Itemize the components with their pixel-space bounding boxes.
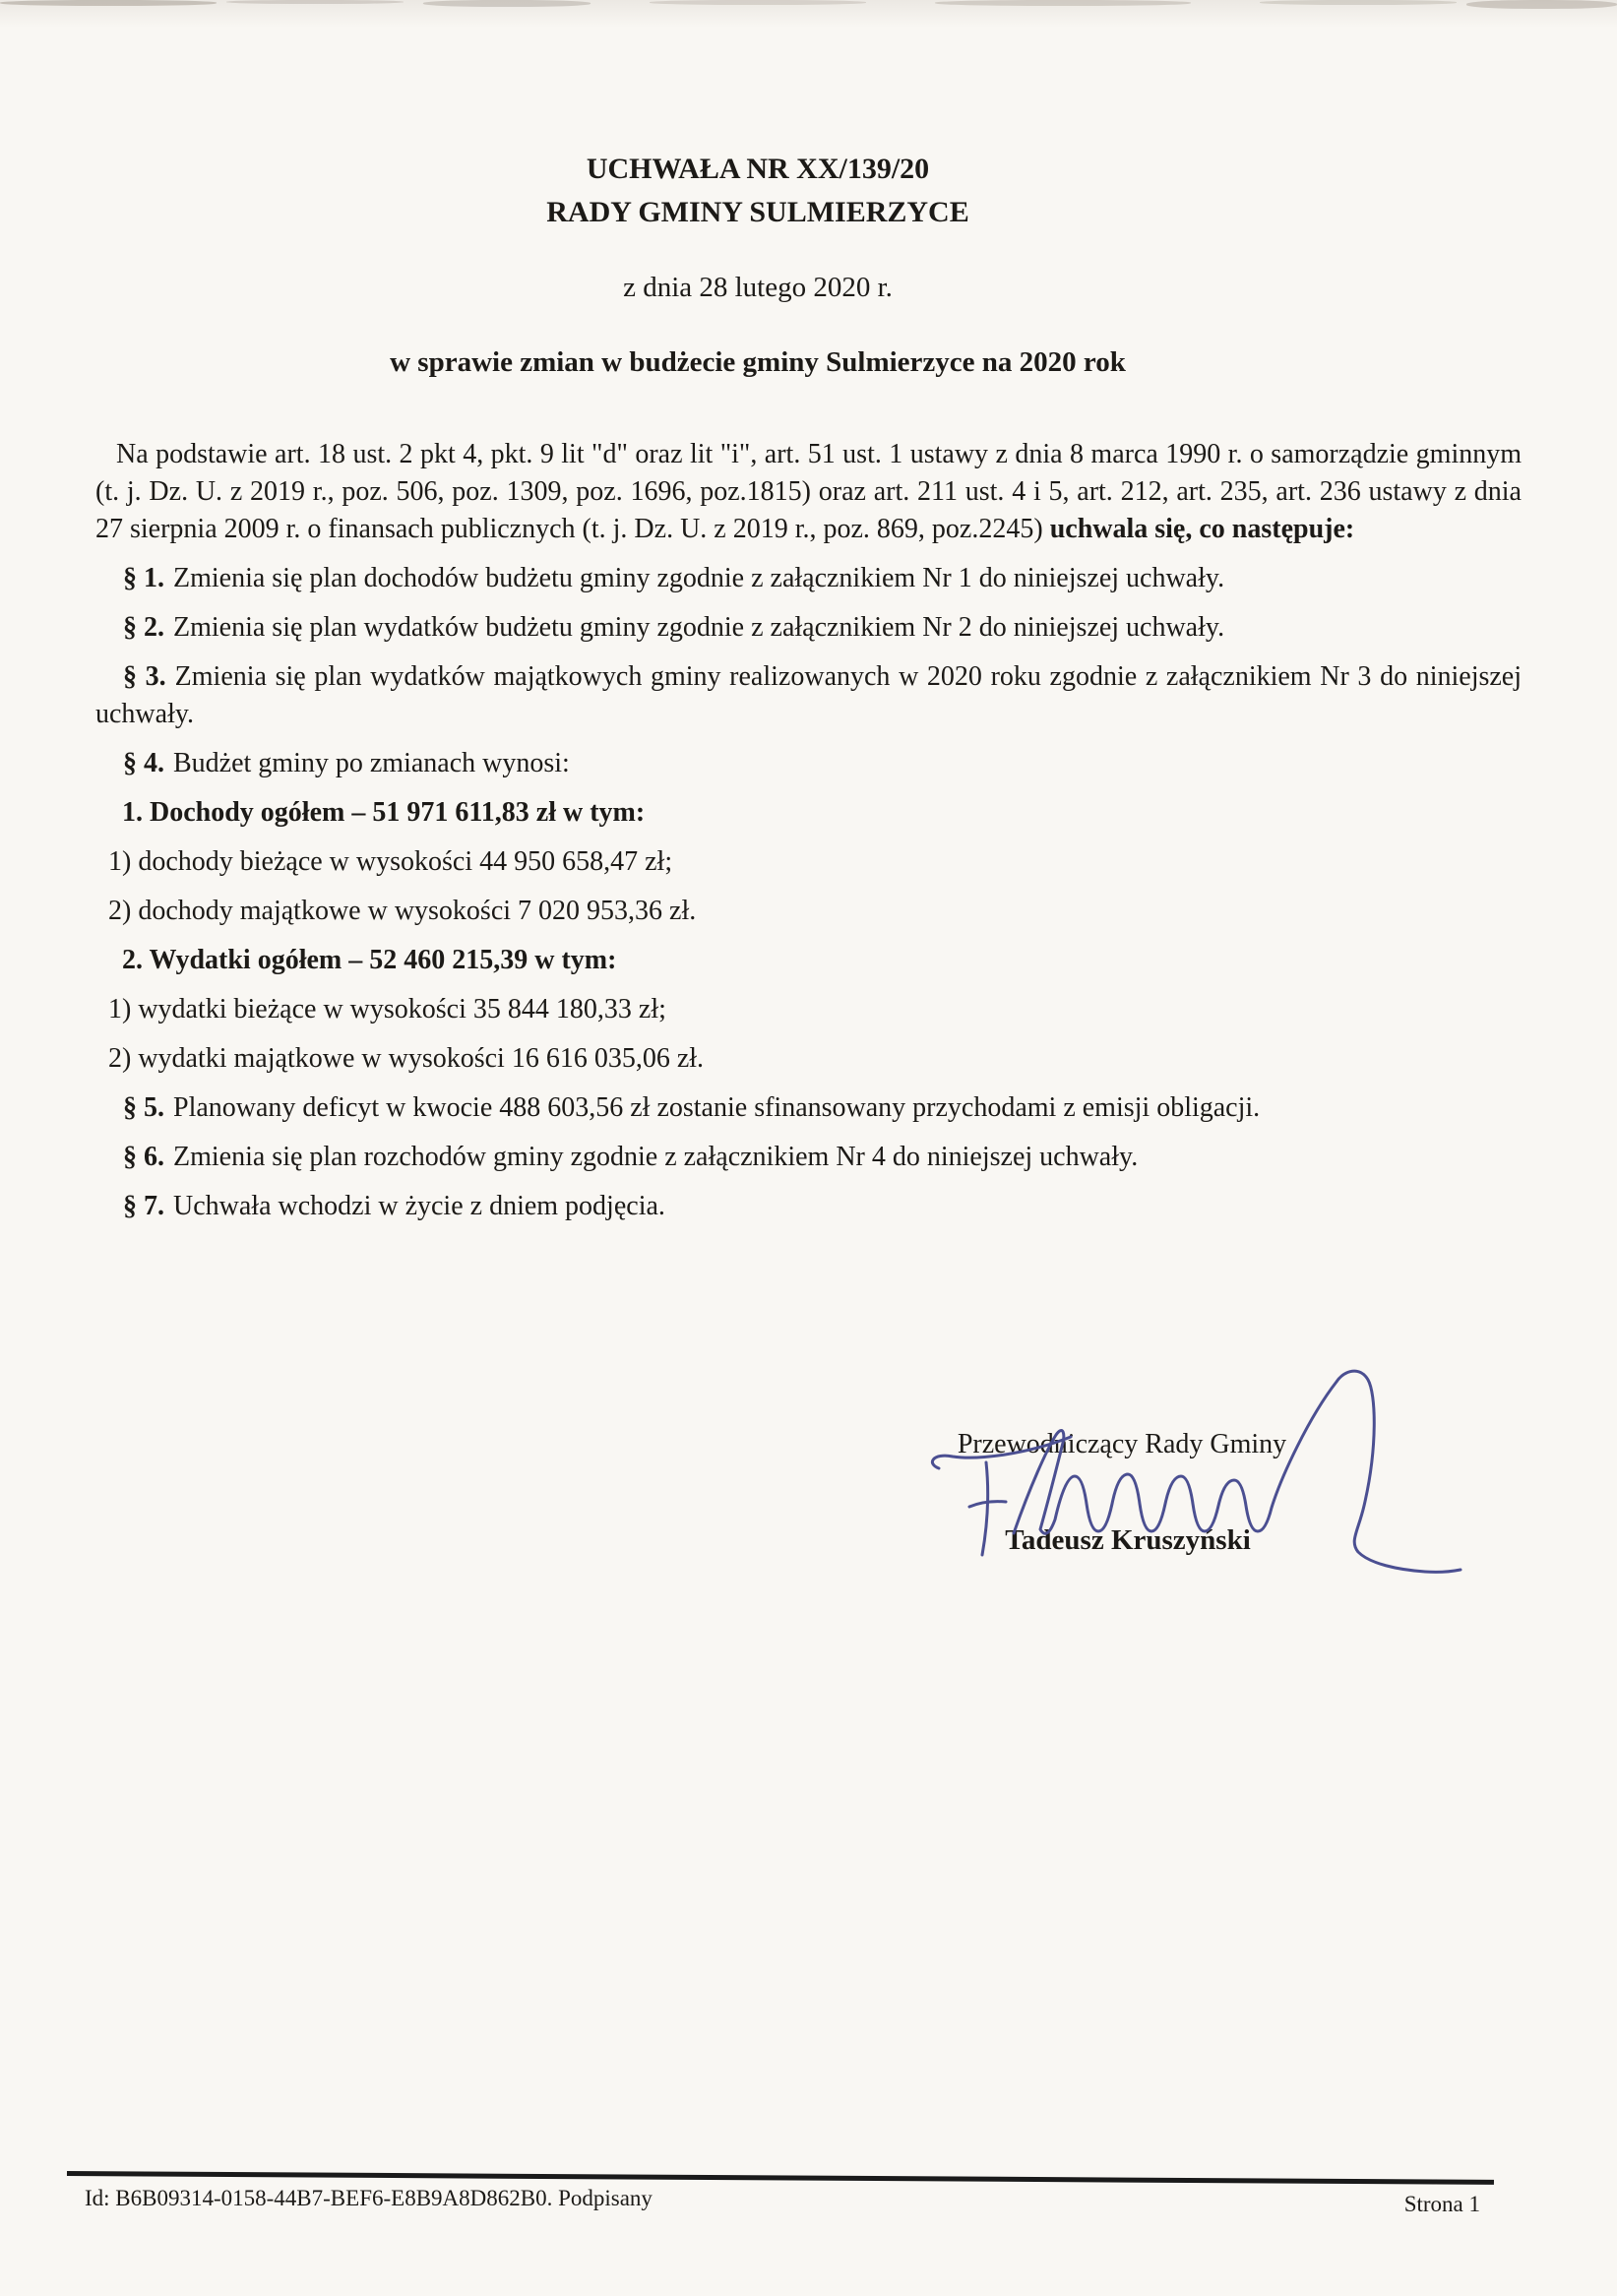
signature-ink [915,1350,1486,1636]
section-4-text: Budżet gminy po zmianach wynosi: [173,748,570,778]
section-4 [95,745,1522,782]
income-item-2: 2) dochody majątkowe w wysokości 7 020 953,36 zł. [108,896,697,926]
section-2-number: § 2. [123,612,164,643]
section-1-text: Zmienia się plan dochodów budżetu gminy zgodnie z załącznikiem Nr 1 do niniejszej uchwały. [173,563,1225,593]
preamble-bold: uchwala się, co następuje: [1049,514,1355,544]
document-body [95,436,1522,1237]
section-5-number: § 5. [123,1092,164,1123]
date-line: z dnia 28 lutego 2020 r. [623,272,893,303]
section-1 [95,560,1522,597]
expense-item-2: 2) wydatki majątkowe w wysokości 16 616 035,06 zł. [108,1043,705,1074]
section-7 [95,1188,1522,1225]
scan-artifact [0,0,217,6]
income-item-1: 1) dochody bieżące w wysokości 44 950 658,47 zł; [108,846,673,877]
section-6-number: § 6. [123,1142,164,1172]
scan-artifact [1466,0,1617,9]
signatory-name: Tadeusz Kruszyński [1005,1524,1251,1556]
income-total-line: 1. Dochody ogółem – 51 971 611,83 zł w tym: [122,797,646,828]
section-7-text: Uchwała wchodzi w życie z dniem podjęcia. [173,1191,665,1221]
expense-item-1: 1) wydatki bieżące w wysokości 35 844 180,33 zł; [108,994,666,1024]
section-2-text: Zmienia się plan wydatków budżetu gminy zgodnie z załącznikiem Nr 2 do niniejszej uchwały. [173,612,1225,643]
resolution-number: UCHWAŁA NR XX/139/20 [586,153,930,185]
section-7-number: § 7. [123,1191,164,1221]
page-number: Strona 1 [1403,2192,1480,2216]
document-id: Id: B6B09314-0158-44B7-BEF6-E8B9A8D862B0. Podpisany [85,2186,653,2210]
section-6 [95,1139,1522,1176]
section-4-number: § 4. [123,748,164,778]
subject-line: w sprawie zmian w budżecie gminy Sulmierzyce na 2020 rok [390,346,1126,378]
scan-artifact [226,0,404,4]
preamble-text: Na podstawie art. 18 ust. 2 pkt 4, pkt. 9 lit "d" oraz lit "i", art. 51 ust. 1 ustawy z dnia 8 marca 1990 r. o samorządzie gminnym (t. j. Dz. U. z 2019 r., poz. 506, poz. 1309, poz. 1696, poz.1815) oraz art. 211 ust. 4 i 5, art. 212, art. 235, art. 236 ustawy z dnia 27 sierpnia 2009 r. o finansach publicznych (t. j. Dz. U. z 2019 r., poz. 869, poz.2245) [95,439,1522,544]
document-header [0,148,1516,382]
preamble [95,436,1522,548]
section-5 [95,1089,1522,1127]
signatory-role: Przewodniczący Rady Gminy [957,1429,1287,1459]
scan-artifact [1260,0,1457,5]
section-1-number: § 1. [123,563,164,593]
section-3-text: Zmienia się plan wydatków majątkowych gminy realizowanych w 2020 roku zgodnie z załącznikiem Nr 3 do niniejszej uchwały. [95,661,1523,729]
scan-artifact [423,0,591,7]
section-3-number: § 3. [123,661,166,692]
footer-rule [67,2171,1494,2185]
section-3 [95,658,1522,733]
scan-artifact [650,0,866,5]
section-2 [95,609,1522,647]
scan-artifact [935,0,1191,6]
expense-total-line: 2. Wydatki ogółem – 52 460 215,39 w tym: [122,945,617,975]
council-name: RADY GMINY SULMIERZYCE [546,196,969,228]
section-6-text: Zmienia się plan rozchodów gminy zgodnie z załącznikiem Nr 4 do niniejszej uchwały. [173,1142,1139,1172]
section-5-text: Planowany deficyt w kwocie 488 603,56 zł zostanie sfinansowany przychodami z emisji obligacji. [173,1092,1261,1123]
